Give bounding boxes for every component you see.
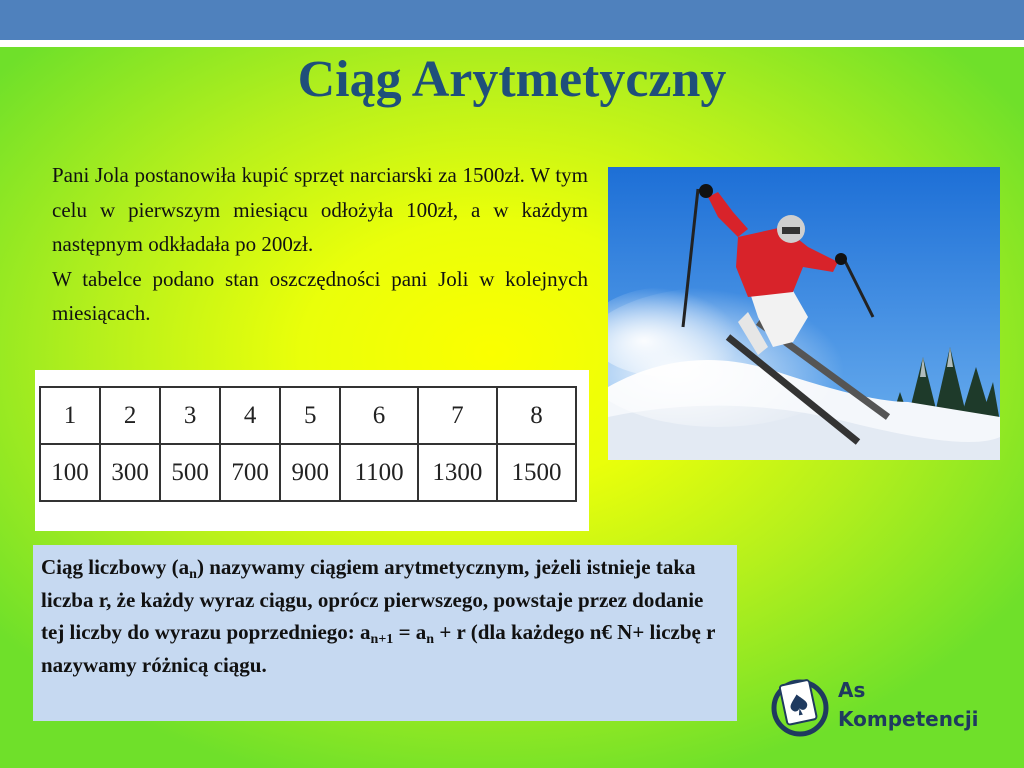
savings-table-panel [35,370,589,531]
definition-text-2: ) nazywamy ciągiem arytmetycznym, jeżeli istnieje taka liczba r, że każdy wyraz ciągu, oprócz pierwszego, powstaje przez dodanie tej liczby do wyrazu poprzedniego: a [41,555,704,644]
top-divider [0,40,1024,47]
as-kompetencji-logo [770,672,1010,744]
table-cell: 100 [40,444,100,501]
savings-table [39,386,577,502]
table-cell: 7 [418,387,497,444]
spade-card-icon [770,674,834,738]
table-cell: 4 [220,387,280,444]
table-cell: 700 [220,444,280,501]
table-cell: 1300 [418,444,497,501]
definition-subscript-3: n [426,632,435,647]
story-text [52,158,588,331]
top-bar [0,0,1024,40]
table-cell: 2 [100,387,160,444]
logo-text [838,676,979,734]
story-paragraph-1: Pani Jola postanowiła kupić sprzęt narciarski za 1500zł. W tym celu w pierwszym miesiącu odłożyła 100zł, a w każdym następnym odkładała po 200zł. [52,163,588,256]
table-cell: 6 [340,387,418,444]
story-paragraph-2: W tabelce podano stan oszczędności pani Joli w kolejnych miesiącach. [52,266,588,325]
definition-subscript-2: n+1 [370,632,394,647]
table-cell: 900 [280,444,340,501]
table-cell: 8 [497,387,576,444]
definition-box [33,545,737,721]
table-row-months [40,387,576,444]
table-cell: 5 [280,387,340,444]
definition-text-4: + r (dla każdego n€ N+ liczbę r nazywamy różnicą ciągu. [41,620,716,677]
logo-line-2: Kompetencji [838,707,979,731]
skier-photo [608,167,1000,460]
table-row-savings [40,444,576,501]
definition-subscript-1: n [189,567,197,582]
table-cell: 1100 [340,444,418,501]
definition-text-1: Ciąg liczbowy (a [41,555,190,579]
logo-line-1: As [838,678,866,702]
definition-text-3: = a [393,620,427,644]
table-cell: 500 [160,444,220,501]
table-cell: 3 [160,387,220,444]
slide-title: Ciąg Arytmetyczny [297,51,727,108]
table-cell: 300 [100,444,160,501]
table-cell: 1500 [497,444,576,501]
table-cell: 1 [40,387,100,444]
